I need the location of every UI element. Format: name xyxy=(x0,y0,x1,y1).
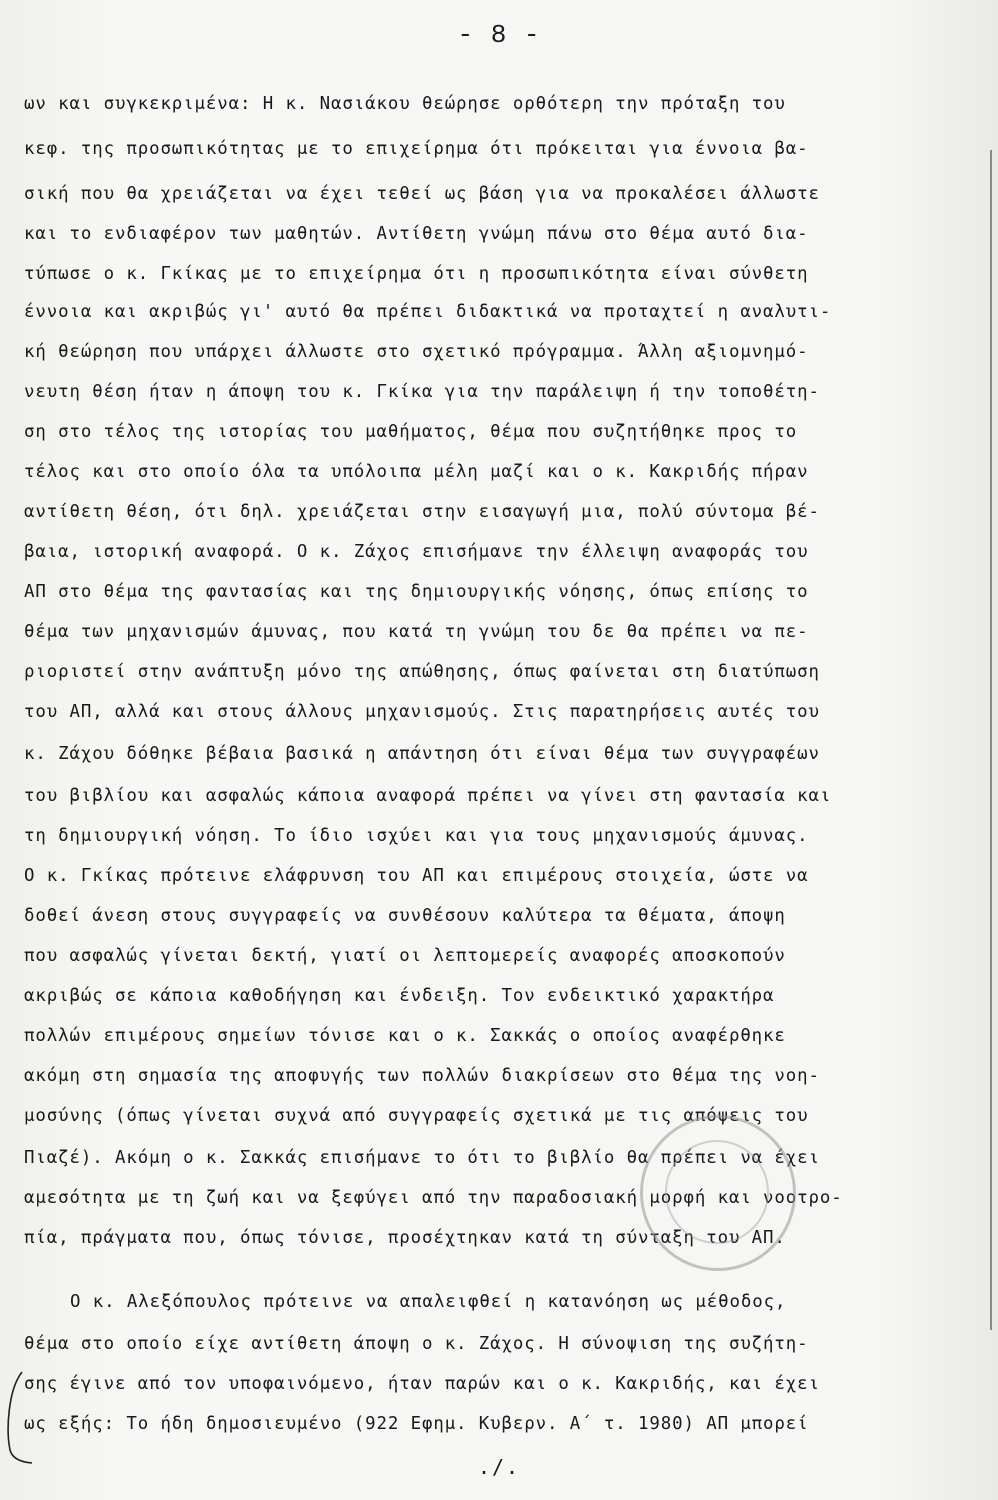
text-line: έννοια και ακριβώς γι' αυτό θα πρέπει διδακτικά να προταχτεί η αναλυτι- xyxy=(24,302,832,322)
text-line: ση στο τέλος της ιστορίας του μαθήματος, θέμα που συζητήθηκε προς το xyxy=(24,422,798,442)
text-line: που ασφαλώς γίνεται δεκτή, γιατί οι λεπτομερείς αναφορές αποσκοπούν xyxy=(24,946,786,966)
text-line: νευτη θέση ήταν η άποψη του κ. Γκίκα για την παράλειψη ή την τοποθέτη- xyxy=(24,382,820,402)
text-line: ως εξής: Το ήδη δημοσιευμένο (922 Εφημ. Κυβερν. Α΄ τ. 1980) ΑΠ μπορεί xyxy=(24,1414,809,1434)
text-line: αντίθετη θέση, ότι δηλ. χρειάζεται στην εισαγωγή μια, πολύ σύντομα βέ- xyxy=(24,502,820,522)
text-line: κεφ. της προσωπικότητας με το επιχείρημα ότι πρόκειται για έννοια βα- xyxy=(24,139,809,159)
text-line: κή θεώρηση που υπάρχει άλλωστε στο σχετικό πρόγραμμα. Άλλη αξιομνημό- xyxy=(24,342,809,362)
text-line: σης έγινε από τον υποφαινόμενο, ήταν παρών και ο κ. Κακριδής, και έχει xyxy=(24,1374,820,1394)
text-line: του ΑΠ, αλλά και στους άλλους μηχανισμούς. Στις παρατηρήσεις αυτές του xyxy=(24,702,820,722)
page-edge-shadow xyxy=(990,150,992,1330)
text-line: Ο κ. Αλεξόπουλος πρότεινε να απαλειφθεί η κατανόηση ως μέθοδος, xyxy=(70,1292,787,1312)
text-line: σική που θα χρειάζεται να έχει τεθεί ως βάση για να προκαλέσει άλλωστε xyxy=(24,184,820,204)
text-line: Ο κ. Γκίκας πρότεινε ελάφρυνση του ΑΠ και επιμέρους στοιχεία, ώστε να xyxy=(24,866,809,886)
text-line: τη δημιουργική νόηση. Το ίδιο ισχύει και για τους μηχανισμούς άμυνας. xyxy=(24,826,809,846)
page-number: - 8 - xyxy=(457,20,541,50)
text-line: του βιβλίου και ασφαλώς κάποια αναφορά πρέπει να γίνει στη φαντασία και xyxy=(24,786,832,806)
margin-pen-mark xyxy=(2,1370,36,1465)
text-line: κ. Ζάχου δόθηκε βέβαια βασικά η απάντηση ότι είναι θέμα των συγγραφέων xyxy=(24,744,820,764)
text-line: πία, πράγματα που, όπως τόνισε, προσέχτηκαν κατά τη σύνταξη του ΑΠ. xyxy=(24,1228,786,1248)
text-line: τύπωσε ο κ. Γκίκας με το επιχείρημα ότι η προσωπικότητα είναι σύνθετη xyxy=(24,264,809,284)
text-line: δοθεί άνεση στους συγγραφείς να συνθέσουν καλύτερα τα θέματα, άποψη xyxy=(24,906,786,926)
text-line: Πιαζέ). Ακόμη ο κ. Σακκάς επισήμανε το ότι το βιβλίο θα πρέπει να έχει xyxy=(24,1148,820,1168)
text-line: ακριβώς σε κάποια καθοδήγηση και ένδειξη. Τον ενδεικτικό χαρακτήρα xyxy=(24,986,775,1006)
text-line: πολλών επιμέρους σημείων τόνισε και ο κ. Σακκάς ο οποίος αναφέρθηκε xyxy=(24,1026,786,1046)
text-line: και το ενδιαφέρον των μαθητών. Αντίθετη γνώμη πάνω στο θέμα αυτό δια- xyxy=(24,224,809,244)
text-line: ΑΠ στο θέμα της φαντασίας και της δημιουργικής νόησης, όπως επίσης το xyxy=(24,582,809,602)
text-line: μοσύνης (όπως γίνεται συχνά από συγγραφείς σχετικά με τις απόψεις του xyxy=(24,1106,809,1126)
text-line: ων και συγκεκριμένα: Η κ. Νασιάκου θεώρησε ορθότερη την πρόταξη του xyxy=(24,94,786,114)
text-line: βαια, ιστορική αναφορά. Ο κ. Ζάχος επισήμανε την έλλειψη αναφοράς του xyxy=(24,542,809,562)
text-line: ριοριστεί στην ανάπτυξη μόνο της απώθησης, όπως φαίνεται στη διατύπωση xyxy=(24,662,820,682)
continuation-mark: ./. xyxy=(477,1455,521,1479)
seal-stamp xyxy=(640,1115,796,1271)
seal-stamp-inner-ring xyxy=(665,1140,769,1244)
text-line: τέλος και στο οποίο όλα τα υπόλοιπα μέλη μαζί και ο κ. Κακριδής πήραν xyxy=(24,462,809,482)
text-line: ακόμη στη σημασία της αποφυγής των πολλών διακρίσεων στο θέμα της νοη- xyxy=(24,1066,820,1086)
text-line: θέμα στο οποίο είχε αντίθετη άποψη ο κ. Ζάχος. Η σύνοψιση της συζήτη- xyxy=(24,1334,809,1354)
text-line: αμεσότητα με τη ζωή και να ξεφύγει από την παραδοσιακή μορφή και νοοτρο- xyxy=(24,1188,843,1208)
text-line: θέμα των μηχανισμών άμυνας, που κατά τη γνώμη του δε θα πρέπει να πε- xyxy=(24,622,809,642)
